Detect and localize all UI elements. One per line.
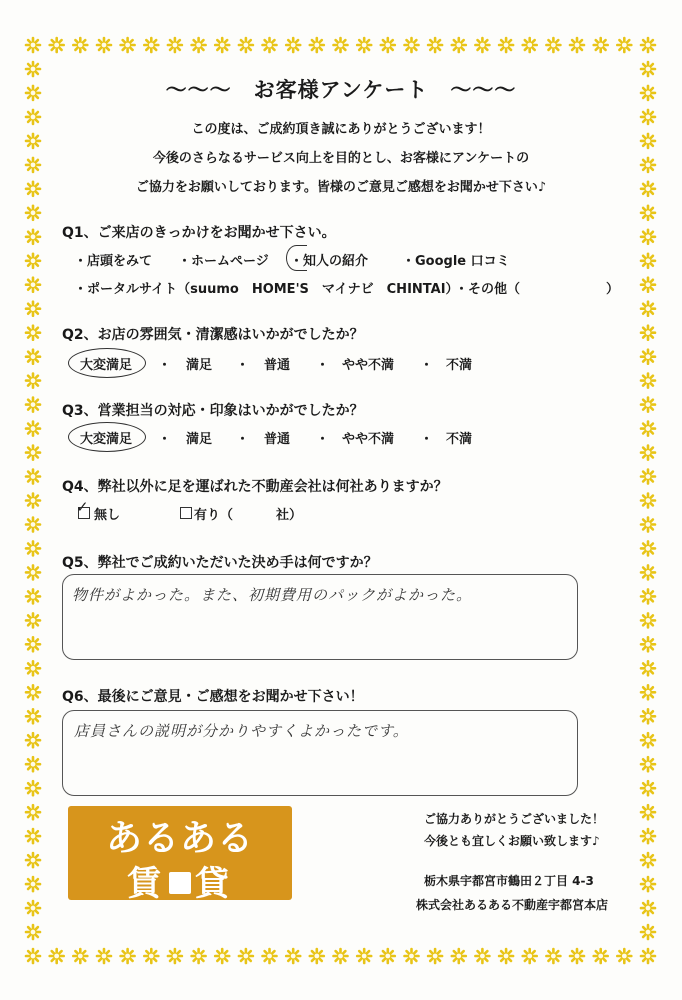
flower-icon: [641, 446, 655, 460]
flower-icon: [144, 38, 158, 52]
logo-text-top: あるある: [105, 818, 254, 859]
house-icon: [169, 872, 191, 894]
flower-icon: [26, 637, 40, 651]
flower-icon: [73, 949, 87, 963]
flower-icon: [26, 38, 40, 52]
q6-answer-text: 店員さんの説明が分かりやすくよかったです。: [74, 722, 409, 740]
flower-icon: [26, 326, 40, 340]
flower-icon: [26, 398, 40, 412]
company-address: 栃木県宇都宮市鶴田２丁目 4-3: [424, 874, 594, 888]
q2-dot: ・: [158, 358, 172, 373]
flower-icon: [121, 38, 135, 52]
flower-icon: [641, 374, 655, 388]
flower-icon: [26, 565, 40, 579]
q2-option-satisfied[interactable]: 満足: [186, 358, 213, 373]
flower-icon: [26, 805, 40, 819]
flower-icon: [641, 853, 655, 867]
flower-icon: [26, 613, 40, 627]
q5-answer-text: 物件がよかった。また、初期費用のパックがよかった。: [72, 586, 473, 604]
flower-icon: [641, 829, 655, 843]
flower-icon: [26, 709, 40, 723]
flower-icon: [641, 422, 655, 436]
flower-icon: [26, 206, 40, 220]
q3-option-very-satisfied[interactable]: 大変満足: [80, 432, 133, 447]
q3-dot: ・: [316, 432, 330, 447]
flower-icon: [26, 733, 40, 747]
flower-icon: [641, 613, 655, 627]
flower-icon: [357, 38, 371, 52]
flower-icon: [641, 949, 655, 963]
q1-question: Q1、ご来店のきっかけをお聞かせ下さい。: [62, 225, 336, 241]
flower-icon: [144, 949, 158, 963]
flower-icon: [26, 254, 40, 268]
flower-icon: [97, 949, 111, 963]
q2-dot: ・: [420, 358, 434, 373]
flower-icon: [570, 949, 584, 963]
flower-icon: [26, 278, 40, 292]
flower-icon: [641, 757, 655, 771]
q2-option-unsatisfied[interactable]: 不満: [446, 358, 473, 373]
q2-question: Q2、お店の雰囲気・清潔感はいかがでしたか？: [62, 327, 364, 343]
q3-question: Q3、営業担当の対応・印象はいかがでしたか？: [62, 403, 364, 419]
flower-icon: [26, 901, 40, 915]
flower-icon: [50, 38, 64, 52]
q4-yes-checkbox[interactable]: [180, 507, 192, 519]
flower-icon: [641, 541, 655, 555]
flower-icon: [594, 38, 608, 52]
q2-option-normal[interactable]: 普通: [264, 358, 291, 373]
intro-line-3: ご協力をお願いしております。皆様のご意見ご感想をお聞かせ下さい♪: [135, 180, 547, 195]
flower-icon: [570, 38, 584, 52]
q1-option-homepage[interactable]: ・ホームページ: [178, 254, 269, 269]
flower-icon: [26, 853, 40, 867]
flower-icon: [641, 302, 655, 316]
flower-icon: [475, 38, 489, 52]
flower-icon: [499, 949, 513, 963]
flower-icon: [26, 589, 40, 603]
flower-icon: [26, 685, 40, 699]
checkmark-icon: ✓: [76, 498, 89, 516]
flower-icon: [641, 589, 655, 603]
flower-icon: [73, 38, 87, 52]
q4-option-yes[interactable]: 有り（: [194, 508, 234, 523]
flower-icon: [215, 38, 229, 52]
flower-icon: [286, 38, 300, 52]
flower-icon: [26, 781, 40, 795]
flower-icon: [26, 470, 40, 484]
flower-icon: [168, 949, 182, 963]
flower-icon: [499, 38, 513, 52]
company-name: 株式会社あるある不動産宇都宮本店: [416, 898, 609, 912]
flower-icon: [641, 518, 655, 532]
flower-icon: [26, 350, 40, 364]
flower-icon: [641, 398, 655, 412]
flower-icon: [594, 949, 608, 963]
q2-dot: ・: [316, 358, 330, 373]
flower-icon: [263, 38, 277, 52]
flower-icon: [641, 470, 655, 484]
flower-icon: [26, 757, 40, 771]
flower-icon: [641, 326, 655, 340]
flower-icon: [26, 422, 40, 436]
flower-icon: [26, 446, 40, 460]
q3-option-unsatisfied[interactable]: 不満: [446, 432, 473, 447]
flower-icon: [334, 38, 348, 52]
flower-icon: [26, 518, 40, 532]
flower-icon: [641, 805, 655, 819]
q3-dot: ・: [158, 432, 172, 447]
flower-icon: [641, 38, 655, 52]
thanks-line-1: ご協力ありがとうございました！: [424, 812, 605, 826]
flower-icon: [26, 877, 40, 891]
flower-icon: [263, 949, 277, 963]
q6-question: Q6、最後にご意見・ご感想をお聞かせ下さい！: [62, 689, 364, 705]
flower-icon: [546, 949, 560, 963]
q1-option-portal[interactable]: ・ポータルサイト（suumo HOME'S マイナビ CHINTAI）: [74, 282, 459, 297]
logo-char-right: 貸: [195, 864, 233, 904]
q1-option-referral[interactable]: ・知人の紹介: [290, 254, 369, 269]
flower-icon: [26, 374, 40, 388]
flower-icon: [617, 38, 631, 52]
q4-option-none[interactable]: 無し: [94, 508, 121, 523]
flower-icon: [452, 38, 466, 52]
logo-char-left: 賃: [127, 864, 165, 904]
q2-dot: ・: [236, 358, 250, 373]
flower-icon: [641, 206, 655, 220]
q4-count-suffix: 社）: [276, 508, 303, 523]
flower-icon: [381, 949, 395, 963]
flower-icon: [405, 38, 419, 52]
flower-icon: [523, 949, 537, 963]
flower-icon: [26, 494, 40, 508]
flower-icon: [26, 302, 40, 316]
flower-icon: [310, 949, 324, 963]
q4-question: Q4、弊社以外に足を運ばれた不動産会社は何社ありますか？: [62, 479, 448, 495]
flower-icon: [286, 949, 300, 963]
flower-icon: [641, 661, 655, 675]
q1-option-other[interactable]: ・その他（: [455, 282, 521, 297]
flower-icon: [26, 661, 40, 675]
flower-icon: [26, 829, 40, 843]
flower-icon: [192, 38, 206, 52]
flower-icon: [641, 685, 655, 699]
flower-icon: [641, 278, 655, 292]
q3-option-somewhat-unsatisfied[interactable]: やや不満: [342, 432, 395, 447]
q2-option-somewhat-unsatisfied[interactable]: やや不満: [342, 358, 395, 373]
flower-icon: [523, 38, 537, 52]
logo-text-bottom: [68, 856, 292, 905]
flower-icon: [641, 877, 655, 891]
q3-option-satisfied[interactable]: 満足: [186, 432, 213, 447]
q1-option-other-close: ）: [606, 282, 620, 297]
intro-line-1: この度は、ご成約頂き誠にありがとうございます！: [191, 122, 491, 137]
flower-icon: [641, 350, 655, 364]
flower-icon: [641, 709, 655, 723]
q1-option-google[interactable]: ・Google 口コミ: [402, 254, 510, 269]
flower-icon: [357, 949, 371, 963]
q3-option-normal[interactable]: 普通: [264, 432, 291, 447]
flower-icon: [546, 38, 560, 52]
flower-icon: [192, 949, 206, 963]
q3-dot: ・: [236, 432, 250, 447]
thanks-line-2: 今後とも宜しくお願い致します♪: [424, 834, 600, 848]
intro-line-2: 今後のさらなるサービス向上を目的とし、お客様にアンケートの: [152, 151, 530, 166]
flower-icon: [405, 949, 419, 963]
q1-option-storefront[interactable]: ・店頭をみて: [74, 254, 153, 269]
flower-icon: [26, 949, 40, 963]
flower-icon: [641, 781, 655, 795]
flower-icon: [26, 230, 40, 244]
flower-icon: [381, 38, 395, 52]
flower-icon: [50, 949, 64, 963]
flower-icon: [641, 230, 655, 244]
q2-option-very-satisfied[interactable]: 大変満足: [80, 358, 133, 373]
flower-icon: [641, 901, 655, 915]
flower-icon: [26, 541, 40, 555]
flower-icon: [641, 925, 655, 939]
q5-question: Q5、弊社でご成約いただいた決め手は何ですか？: [62, 555, 378, 571]
flower-icon: [334, 949, 348, 963]
flower-icon: [641, 637, 655, 651]
flower-icon: [641, 733, 655, 747]
page-title: 〜〜〜 お客様アンケート 〜〜〜: [165, 78, 517, 102]
company-logo: [68, 806, 292, 904]
flower-icon: [239, 38, 253, 52]
flower-icon: [641, 494, 655, 508]
flower-icon: [310, 38, 324, 52]
flower-icon: [26, 925, 40, 939]
flower-icon: [641, 565, 655, 579]
flower-icon: [428, 38, 442, 52]
flower-icon: [641, 254, 655, 268]
q3-dot: ・: [420, 432, 434, 447]
flower-icon: [121, 949, 135, 963]
flower-icon: [452, 949, 466, 963]
flower-icon: [97, 38, 111, 52]
flower-icon: [215, 949, 229, 963]
flower-icon: [428, 949, 442, 963]
flower-icon: [475, 949, 489, 963]
flower-icon: [239, 949, 253, 963]
flower-icon: [617, 949, 631, 963]
flower-icon: [168, 38, 182, 52]
